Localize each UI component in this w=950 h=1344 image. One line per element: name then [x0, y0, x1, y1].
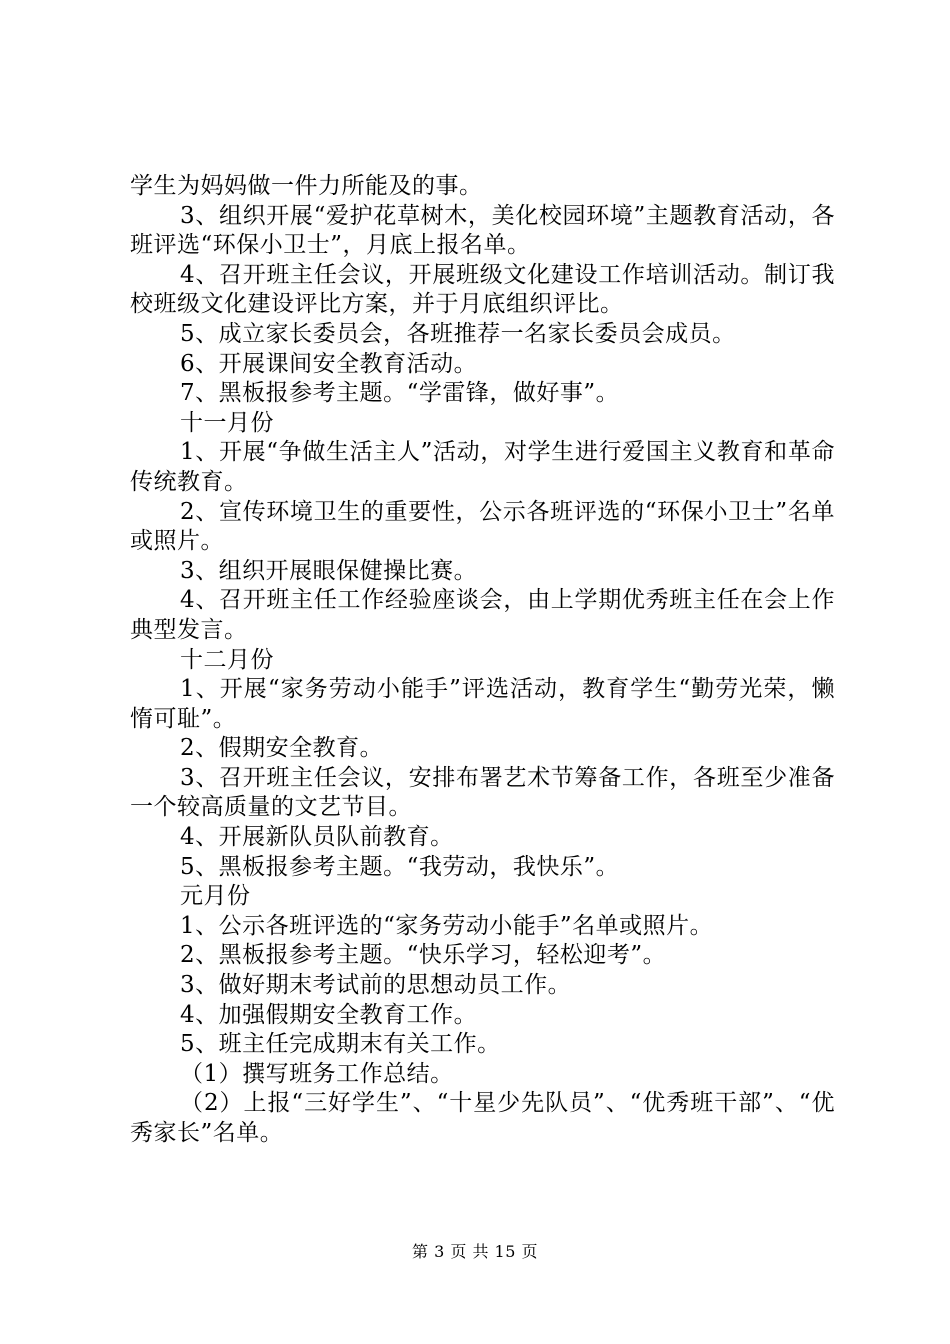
paragraph: 3、组织开展眼保健操比赛。: [180, 557, 478, 584]
page-number-footer: 第 3 页 共 15 页: [412, 1242, 538, 1261]
paragraph: 2、黑板报参考主题。“快乐学习，轻松迎考”。: [180, 942, 667, 969]
paragraph: 4、召开班主任会议，开展班级文化建设工作培训活动。制订我校班级文化建设评比方案，并于月底组织评比。: [130, 261, 835, 318]
paragraph: 2、宣传环境卫生的重要性，公示各班评选的“环保小卫士”名单或照片。: [130, 498, 835, 555]
paragraph: 3、组织开展“爱护花草树木，美化校园环境”主题教育活动，各班评选“环保小卫士”，月底上报名单。: [130, 202, 835, 259]
document-body: [130, 172, 835, 1149]
paragraph: 3、做好期末考试前的思想动员工作。: [180, 972, 572, 999]
section-heading-december: 十二月份: [180, 646, 274, 673]
paragraph: （1）撰写班务工作总结。: [180, 1060, 454, 1087]
paragraph: 4、加强假期安全教育工作。: [180, 1001, 478, 1028]
paragraph: 1、开展“争做生活主人”活动，对学生进行爱国主义教育和革命传统教育。: [130, 439, 835, 495]
paragraph: 学生为妈妈做一件力所能及的事。: [130, 173, 483, 199]
paragraph: 1、公示各班评选的“家务劳动小能手”名单或照片。: [180, 912, 714, 939]
paragraph: 3、召开班主任会议，安排布署艺术节筹备工作，各班至少准备一个较高质量的文艺节目。: [130, 764, 835, 821]
paragraph: 4、召开班主任工作经验座谈会，由上学期优秀班主任在会上作典型发言。: [130, 587, 835, 643]
paragraph: 4、开展新队员队前教育。: [180, 824, 454, 851]
paragraph: 5、黑板报参考主题。“我劳动，我快乐”。: [180, 853, 620, 880]
paragraph: 2、假期安全教育。: [180, 735, 384, 762]
paragraph: 1、开展“家务劳动小能手”评选活动，教育学生“勤劳光荣，懒惰可耻”。: [130, 676, 835, 732]
paragraph: 6、开展课间安全教育活动。: [180, 350, 478, 377]
paragraph: 5、成立家长委员会，各班推荐一名家长委员会成员。: [180, 320, 736, 347]
paragraph: 7、黑板报参考主题。“学雷锋，做好事”。: [180, 380, 620, 407]
paragraph: 5、班主任完成期末有关工作。: [180, 1031, 501, 1058]
section-heading-january: 元月份: [180, 883, 251, 910]
paragraph: （2）上报“三好学生”、“十星少先队员”、“优秀班干部”、“优秀家长”名单。: [130, 1090, 835, 1146]
section-heading-november: 十一月份: [180, 409, 274, 436]
